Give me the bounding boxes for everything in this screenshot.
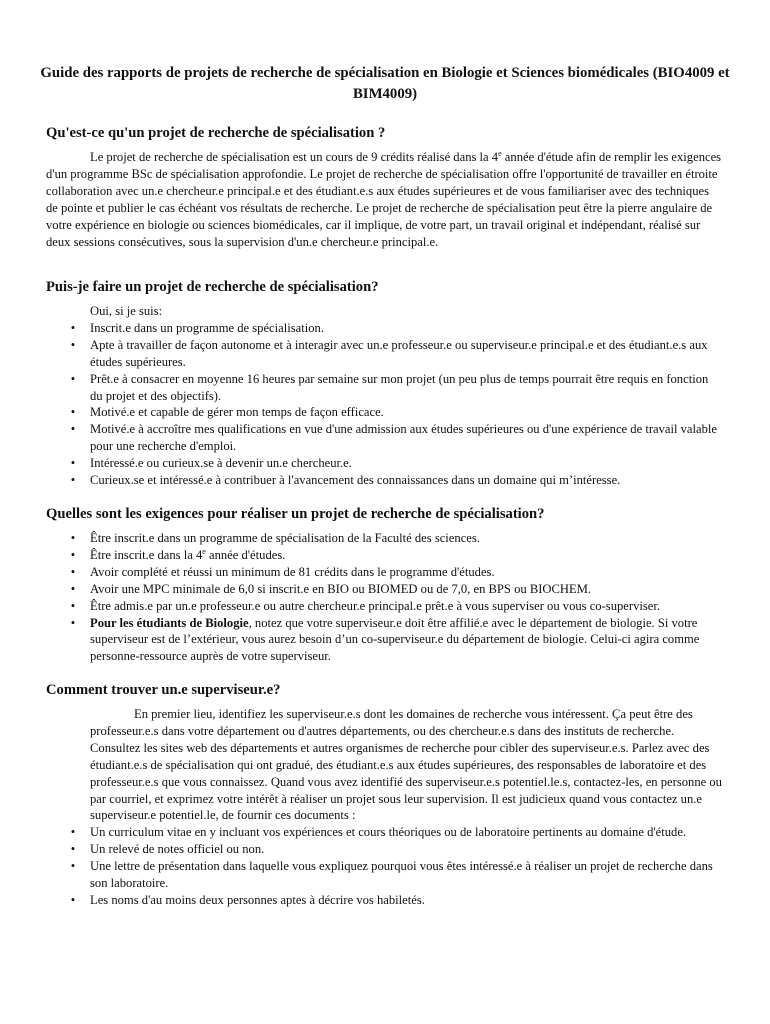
list-item-text: Inscrit.e dans un programme de spécialisation. (90, 320, 324, 335)
list-item-text: Motivé.e à accroître mes qualifications en vue d'une admission aux études supérieures ou d'une expérience de travail valable pour une recherche d'emploi. (90, 422, 717, 454)
list-item-text: Curieux.se et intéressé.e à contribuer à l'avancement des connaissances dans un domaine qui m’intéresse. (90, 473, 621, 488)
bullet-icon: • (70, 564, 76, 579)
list-item-text: Être admis.e par un.e professeur.e ou autre chercheur.e principal.e prêt.e à vous superviser ou vous co-superviser. (90, 598, 661, 613)
bullet-icon: • (70, 531, 76, 545)
bullet-icon: • (70, 456, 76, 471)
document-title: Guide des rapports de projets de recherche de spécialisation en Biologie et Sciences biomédicales (BIO4009 et BIM4009) (40, 65, 730, 102)
bullet-icon: • (70, 598, 76, 613)
list-item-text: année d'études. (205, 547, 286, 562)
bullet-icon: • (70, 337, 76, 352)
section-find-supervisor (46, 681, 736, 909)
list-item-text: Motivé.e et capable de gérer mon temps de façon efficace. (90, 405, 384, 420)
list-item (46, 547, 723, 564)
list-item (46, 472, 723, 489)
bullet-icon: • (70, 892, 76, 907)
list-item-text: Intéressé.e ou curieux.se à devenir un.e chercheur.e. (90, 456, 352, 471)
list-item-text: Avoir une MPC minimale de 6,0 si inscrit.e en BIO ou BIOMED ou de 7,0, en BPS ou BIOCHEM. (90, 581, 592, 596)
list-item-text: Un curriculum vitae en y incluant vos expériences et cours théoriques ou de laboratoire pertinents au domaine d'étude. (90, 825, 687, 840)
section-heading: Qu'est-ce qu'un projet de recherche de spécialisation ? (46, 125, 386, 141)
list-item-text: Une lettre de présentation dans laquelle vous expliquez pourquoi vous êtes intéressé.e à réaliser un projet de recherche dans son laboratoire. (90, 859, 713, 891)
section-heading: Comment trouver un.e superviseur.e? (46, 682, 281, 698)
list-item-text: Être inscrit.e dans la 4 (90, 547, 203, 562)
list-item (46, 421, 723, 455)
bullet-icon: • (70, 825, 76, 840)
list-item-text: Prêt.e à consacrer en moyenne 16 heures par semaine sur mon projet (un peu plus de temps pourrait être requis en fonction du projet et des objectifs). (90, 371, 709, 403)
list-item (46, 841, 723, 858)
section-heading: Puis-je faire un projet de recherche de spécialisation? (46, 279, 379, 295)
section-heading: Quelles sont les exigences pour réaliser un projet de recherche de spécialisation? (46, 506, 545, 522)
list-item-text: Un relevé de notes officiel ou non. (90, 842, 265, 857)
list-item (46, 615, 723, 666)
bullet-icon: • (70, 859, 76, 874)
section-paragraph (46, 149, 723, 250)
list-item-text: Être inscrit.e dans un programme de spécialisation de la Faculté des sciences. (90, 531, 480, 545)
list-item (46, 371, 723, 405)
list-item (46, 858, 723, 892)
list-item (46, 892, 723, 909)
list-item (46, 530, 723, 547)
section-can-i (46, 278, 736, 489)
section-paragraph: En premier lieu, identifiez les superviseur.e.s dont les domaines de recherche vous intéressent. Ça peut être des professeur.e.s dans votre département ou d'autres départements, ou des chercheur.e.s dans des instituts de recherche. Consultez les sites web des départements et autres organismes de recherche pour cibler des superviseur.e.s. Parlez avec des étudiant.e.s de spécialisation qui ont gradué, des étudiant.e.s aux études supérieures, des responsables de laboratoire et des professeur.e.s que vous connaissez. Quand vous avez identifié des superviseur.e.s potentiel.le.s, contactez-les, en personne ou par courriel, et exprimez votre intérêt à réaliser un projet sous leur supervision. Il est judicieux quand vous contactez un.e superviseur.e potentiel.le, de fournir ces documents : (90, 707, 722, 823)
paragraph-text: année d'étude afin de remplir les exigences d'un programme BSc de spécialisation approfondie. Le projet de recherche de spécialisation offre l'opportunité de travailler en étroite collaboration avec un.e chercheur.e principal.e et des étudiant.e.s aux études supérieures et de vous familiariser avec des techniques de pointe et publier le cas échéant vos résultats de recherche. Le projet de recherche de spécialisation peut être la pierre angulaire de votre expérience en biologie ou sciences biomédicales, car il implique, de votre part, un travail original et indépendant, réalisé sur deux sessions consécutives, sous la supervision d'un.e chercheur.e principal.e. (46, 150, 722, 249)
list-item (46, 824, 723, 841)
bullet-icon: • (70, 581, 76, 596)
section-what-is (46, 124, 736, 250)
bullet-icon: • (70, 547, 76, 562)
section-requirements (46, 505, 736, 665)
bullet-list (46, 320, 736, 489)
list-item-text: Avoir complété et réussi un minimum de 81 crédits dans le programme d'études. (90, 564, 495, 579)
list-item-text: Les noms d'au moins deux personnes aptes à décrire vos habiletés. (90, 892, 425, 907)
bullet-icon: • (70, 615, 76, 630)
bullet-icon: • (70, 842, 76, 857)
superscript: e (202, 546, 206, 556)
superscript: e (498, 148, 502, 158)
list-item (46, 564, 723, 581)
paragraph-text: Le projet de recherche de spécialisation est un cours de 9 crédits réalisé dans la 4 (90, 150, 499, 164)
list-item (46, 581, 723, 598)
list-item (46, 404, 723, 421)
bullet-icon: • (70, 473, 76, 488)
bullet-list (46, 824, 736, 909)
bullet-icon: • (70, 371, 76, 386)
section-lead: Oui, si je suis: (90, 304, 163, 318)
list-item-text: Apte à travailler de façon autonome et à interagir avec un.e professeur.e ou superviseur.e principal.e et des étudiant.e.s aux études supérieures. (90, 337, 708, 369)
bullet-icon: • (70, 405, 76, 420)
list-item (46, 320, 723, 337)
bullet-icon: • (70, 422, 76, 437)
bullet-list (46, 530, 736, 665)
list-item-bold-text: Pour les étudiants de Biologie (90, 615, 249, 630)
bullet-icon: • (70, 320, 76, 335)
list-item (46, 455, 723, 472)
list-item-text: , notez que votre superviseur.e doit être affilié.e avec le département de biologie. Si votre superviseur est de l’extérieur, vous aurez besoin d’un co-superviseur.e du département de biologie. Celui-ci agira comme personne-ressource auprès de votre superviseur. (90, 615, 700, 664)
list-item (46, 337, 723, 371)
list-item (46, 598, 723, 615)
